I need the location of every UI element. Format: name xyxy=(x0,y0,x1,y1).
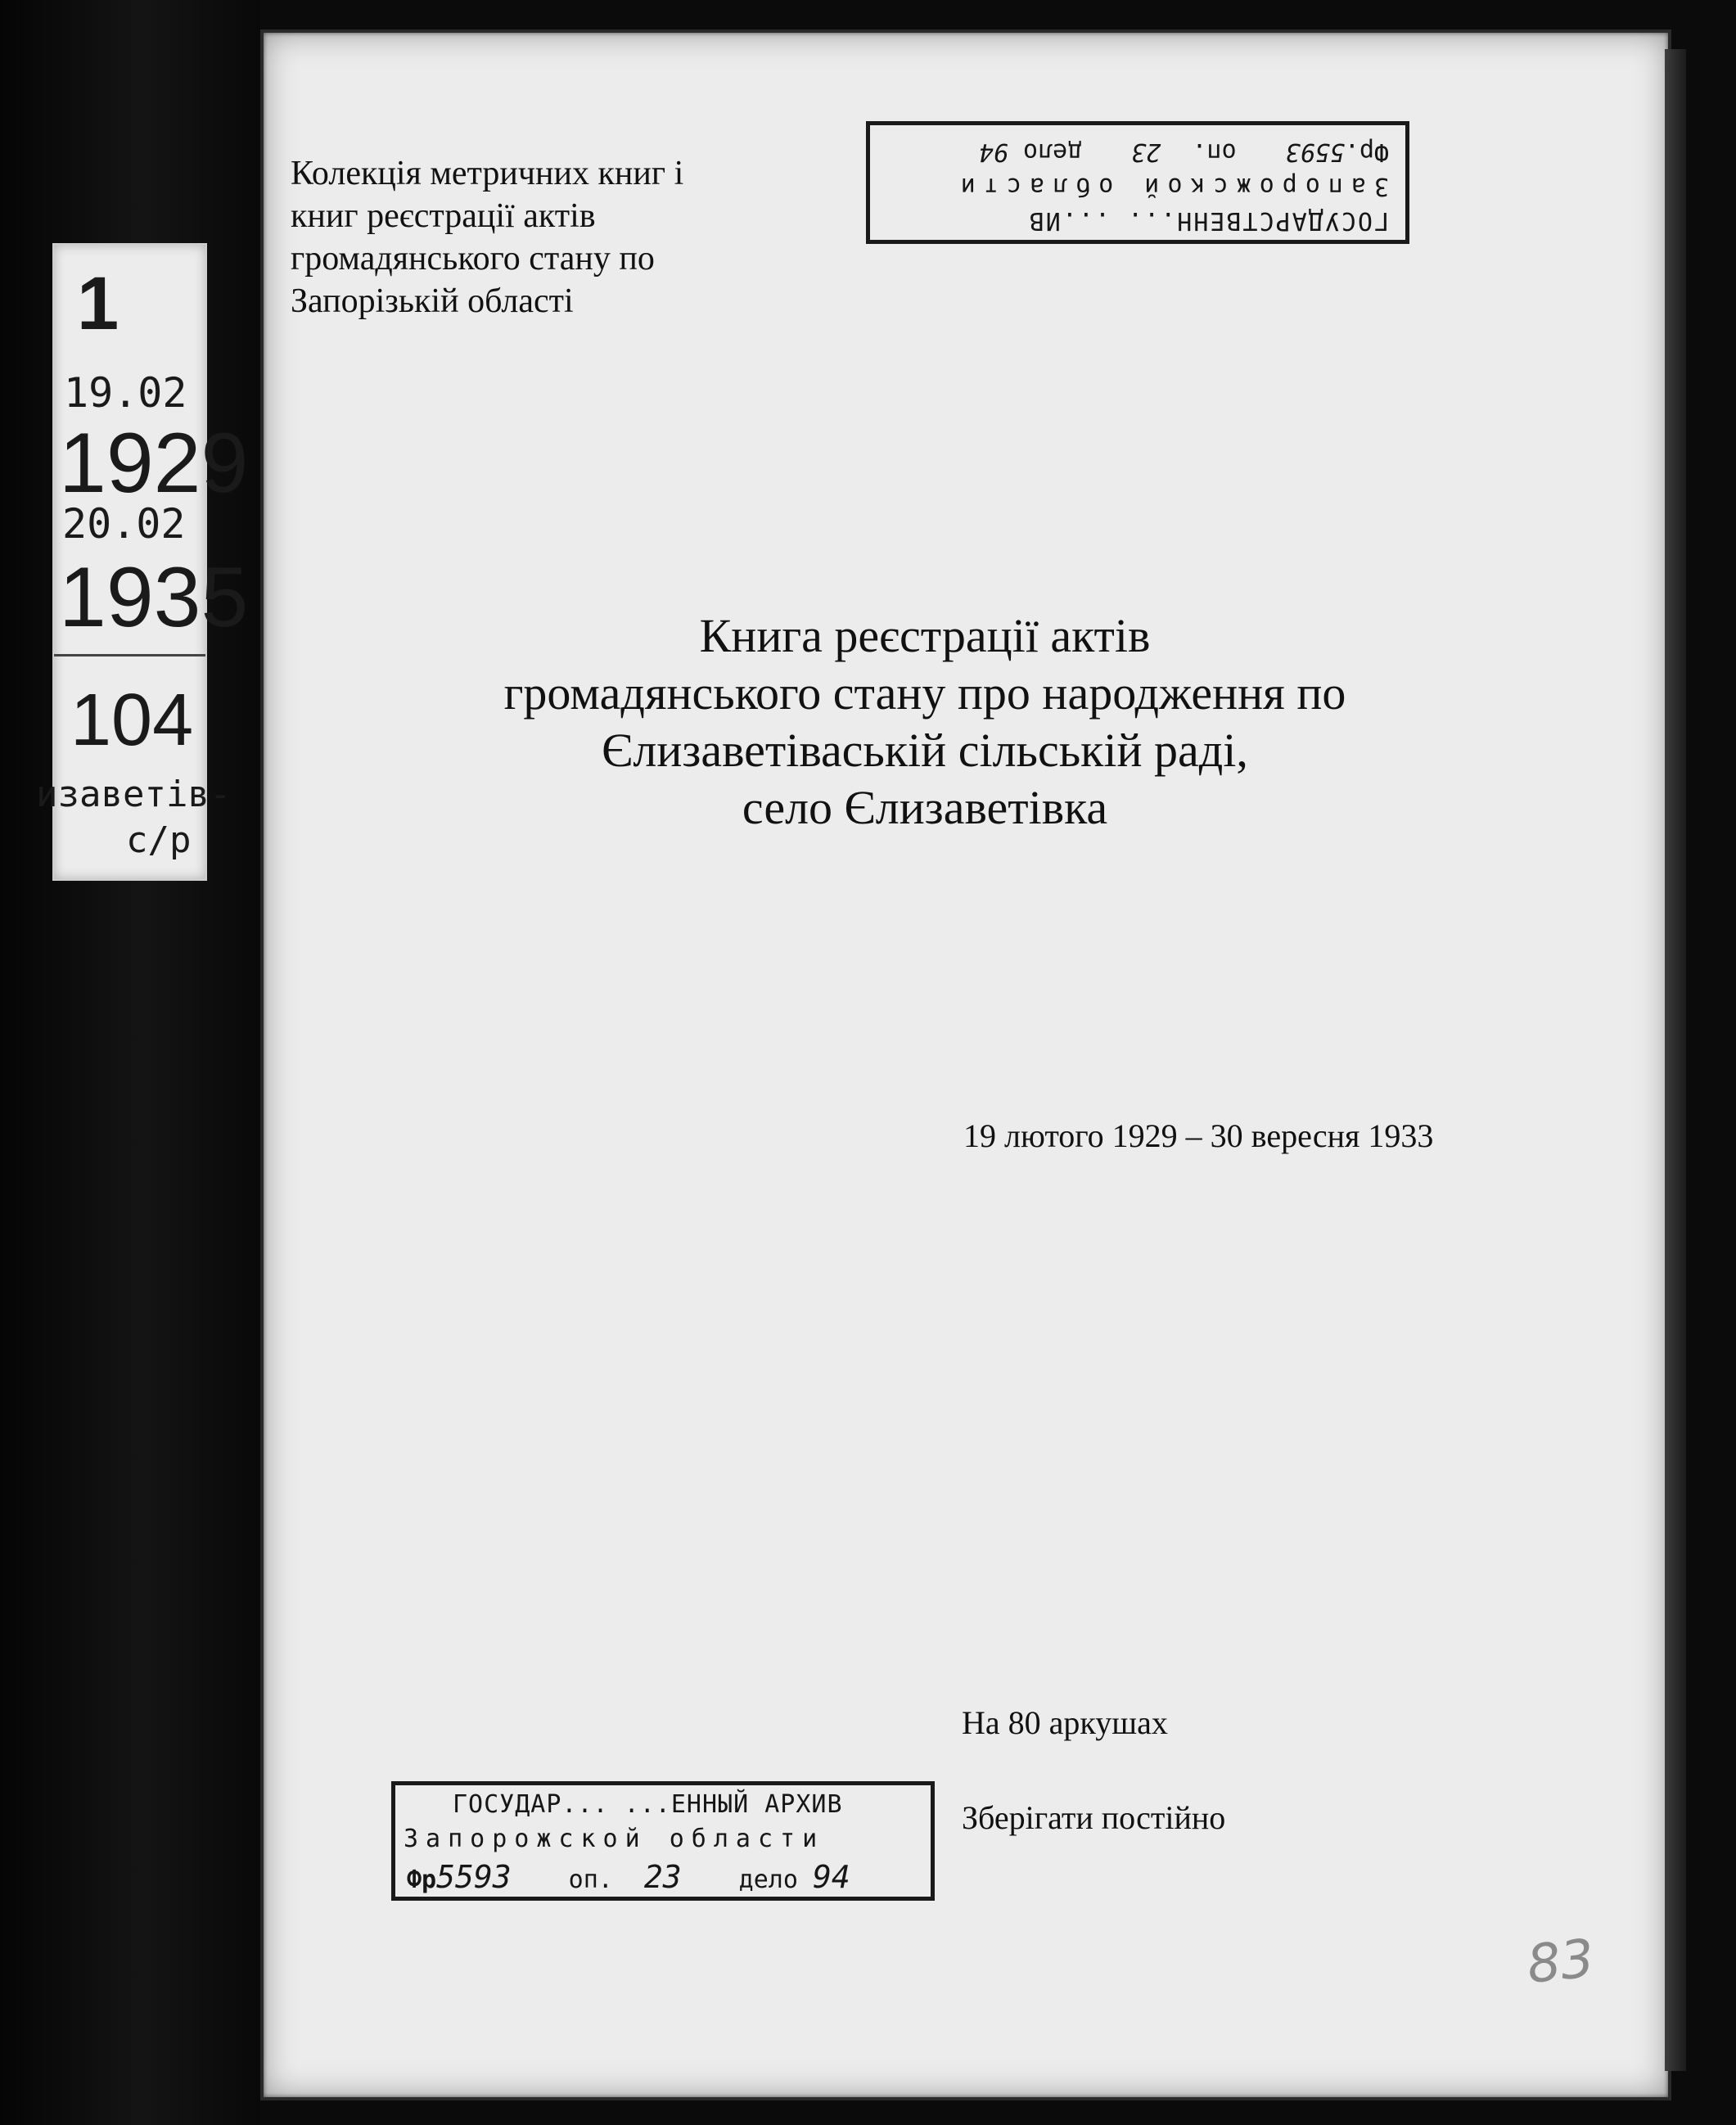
stamp-top-fields xyxy=(979,138,1389,166)
stamp-bottom-fond: 5593 xyxy=(436,1859,512,1895)
collection-line: Запорізькій області xyxy=(291,282,574,320)
spine-place-line2: с/р xyxy=(126,819,192,861)
cover-edge xyxy=(1665,49,1686,2071)
page-number: 83 xyxy=(1524,1928,1598,1996)
spine-end-year: 1935 xyxy=(59,550,249,645)
archive-stamp-top xyxy=(866,121,1409,244)
spine-case-number: 104 xyxy=(70,679,194,761)
archive-stamp-lower-drawn xyxy=(391,1781,935,1901)
collection-heading xyxy=(291,152,683,323)
date-range: 19 лютого 1929 – 30 вересня 1933 xyxy=(963,1117,1434,1154)
stamp-top-opis-label: оп. xyxy=(1192,138,1237,166)
spine-start-year: 1929 xyxy=(59,416,249,511)
stamp-bottom-delo: 94 xyxy=(812,1859,850,1895)
stamp-bottom-fond-label: Фр xyxy=(407,1866,437,1894)
stamp-top-fond: 5593 xyxy=(1285,138,1345,166)
stamp-top-delo-label: дело xyxy=(1022,138,1083,166)
spine-label xyxy=(36,243,249,881)
spine-number: 1 xyxy=(77,262,119,345)
title-line: громадянського стану про народження по xyxy=(503,666,1346,720)
collection-line: Колекція метричних книг і xyxy=(291,155,684,192)
stamp-top-line1: ГОСУДАРСТВЕНН... ...ИВ xyxy=(1027,206,1389,235)
stamp-top-opis: 23 xyxy=(1131,138,1161,166)
spine-divider xyxy=(54,654,205,656)
collection-line: громадянського стану по xyxy=(291,240,655,277)
stamp-bottom-line1: ГОСУДАР... ...ЕННЫЙ АРХИВ xyxy=(453,1790,843,1819)
stamp-top-delo: 94 xyxy=(978,138,1008,166)
title-line: Єлизаветіваській сільській раді, xyxy=(602,724,1248,777)
stamp-bottom-fields xyxy=(407,1859,850,1895)
stamp-bottom-opis-label: оп. xyxy=(568,1866,613,1894)
spine-end-date: 20.02 xyxy=(62,500,186,548)
stamp-top-line2: Запорожской области xyxy=(952,172,1389,201)
retention-note: Зберігати постійно xyxy=(962,1799,1226,1836)
title-line: Книга реєстрації актів xyxy=(699,609,1151,662)
spine-place-line1: изаветів- xyxy=(36,774,232,815)
stamp-top-fond-label: Фр. xyxy=(1344,138,1389,166)
title-line: село Єлизаветівка xyxy=(742,781,1108,834)
collection-line: книг реєстрації актів xyxy=(291,197,596,235)
stamp-bottom-delo-label: дело xyxy=(738,1866,798,1894)
spine-start-date: 19.02 xyxy=(64,369,187,417)
document-title xyxy=(278,607,1571,837)
stamp-bottom-opis: 23 xyxy=(643,1859,682,1895)
sheet-count: На 80 аркушах xyxy=(962,1704,1168,1741)
stamp-bottom-line2: Запорожской области xyxy=(404,1825,825,1853)
